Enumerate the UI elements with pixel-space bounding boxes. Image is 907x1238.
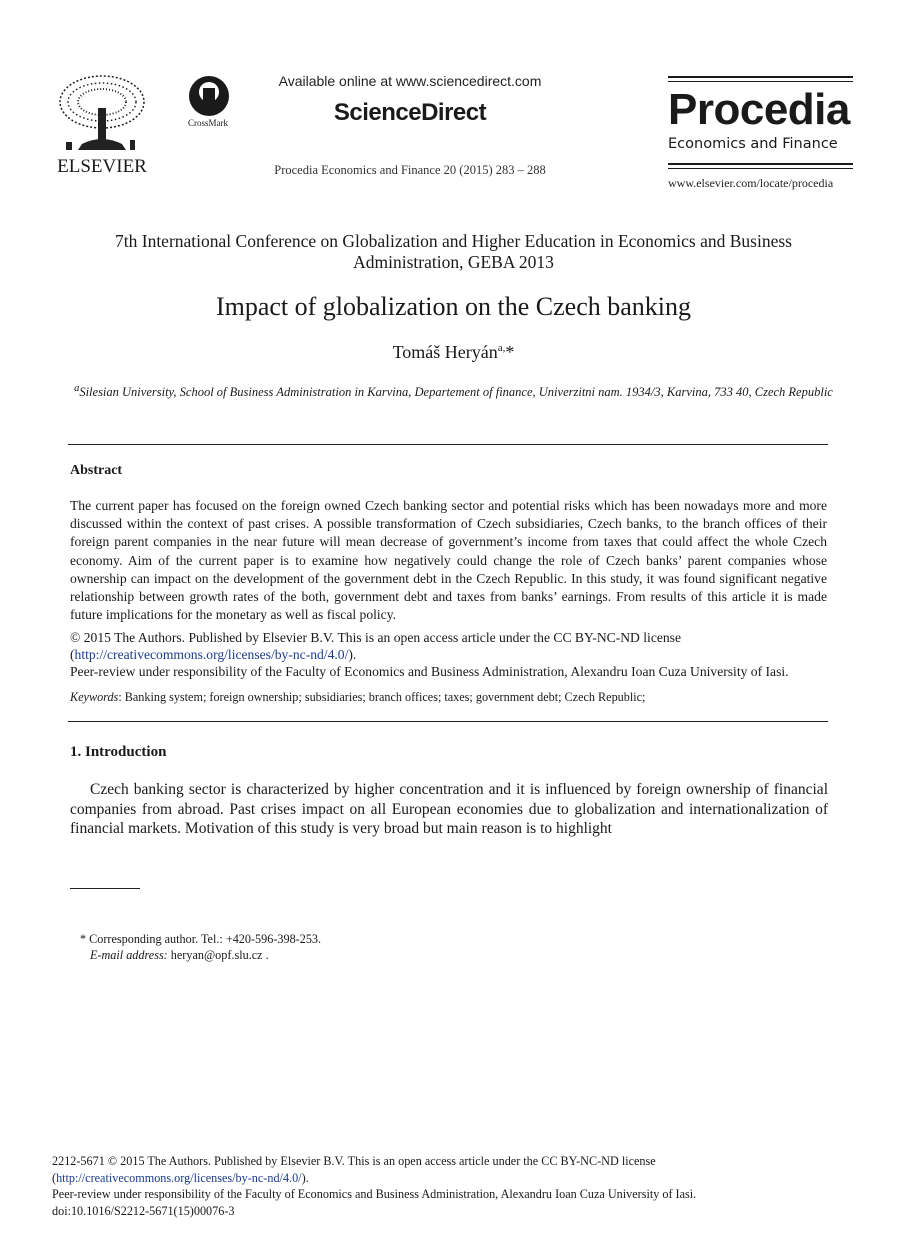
divider	[68, 721, 828, 722]
keywords-label: Keywords	[70, 690, 119, 704]
corresponding-author: * Corresponding author. Tel.: +420-596-398-253.	[80, 932, 322, 946]
email-label: E-mail address:	[90, 948, 168, 962]
sciencedirect-logo: ScienceDirect	[333, 99, 487, 126]
section-heading: 1. Introduction	[70, 744, 167, 760]
procedia-rule	[668, 168, 853, 169]
paper-title: Impact of globalization on the Czech banking	[215, 292, 692, 321]
available-online: Available online at www.sciencedirect.com	[278, 73, 542, 89]
affiliation-mark: a	[74, 383, 80, 394]
abstract-text: The current paper has focused on the foreign owned Czech banking sector and potential risks which has been nowadays more and more discussed within the context of past crises. A possible transformation of Czech subsidiaries, Czech banks, to the branch offices of their foreign parent companies in the near future will mean decrease of government’s income from taxes that could affect the whole Czech economy. Aim of the current paper is to examine how negatively could change the role of Czech banks’ parent companies whose ownership can impact on the development of the government debt in the Czech Republic. In this study, it was found significant negative relationship between growth rates of the both, government debt and taxes from banks’ earnings. From results of this article it is made future implications for the monetary as well as fiscal policy.	[70, 498, 827, 623]
author	[60, 342, 847, 363]
license-line: (http://creativecommons.org/licenses/by-nc-nd/4.0/).	[70, 647, 357, 662]
copyright-line: © 2015 The Authors. Published by Elsevier B.V. This is an open access article under the CC BY-NC-ND license	[70, 630, 682, 645]
procedia-rule	[668, 76, 853, 78]
copyright-block	[70, 629, 827, 680]
crossmark-label: CrossMark	[188, 118, 228, 128]
keywords	[70, 690, 827, 705]
footer-license-url: (http://creativecommons.org/licenses/by-nc-nd/4.0/).	[52, 1170, 309, 1185]
affiliation-text: Silesian University, School of Business Administration in Karvina, Departement of finance, Univerzitni nam. 1934/3, Karvina, 733 40, Czech Republic	[79, 385, 833, 400]
affiliation	[70, 380, 837, 401]
footer-peer-review: Peer-review under responsibility of the Faculty of Economics and Business Administration, Alexandru Ioan Cuza University of Iasi.	[52, 1187, 697, 1201]
procedia-logo: Procedia	[668, 85, 850, 134]
footnote	[80, 931, 321, 963]
conference-name: 7th International Conference on Globalization and Higher Education in Economics and Business Administration, GEBA 2013	[115, 231, 792, 272]
abstract-heading: Abstract	[70, 463, 123, 478]
author-marks: a,	[497, 342, 506, 354]
elsevier-wordmark: ELSEVIER	[57, 156, 147, 177]
procedia-subtitle: Economics and Finance	[668, 136, 838, 152]
keywords-list: : Banking system; foreign ownership; subsidiaries; branch offices; taxes; government debt; Czech Republic;	[118, 690, 646, 704]
procedia-url[interactable]: www.elsevier.com/locate/procedia	[668, 176, 834, 190]
footnote-rule	[70, 888, 140, 889]
footer-license: 2212-5671 © 2015 The Authors. Published by Elsevier B.V. This is an open access article under the CC BY-NC-ND license	[52, 1154, 656, 1168]
elsevier-logo	[52, 72, 152, 178]
peer-review-line: Peer-review under responsibility of the Faculty of Economics and Business Administration, Alexandru Ioan Cuza University of Iasi.	[70, 664, 789, 679]
journal-reference: Procedia Economics and Finance 20 (2015) 283 – 288	[274, 163, 546, 177]
email-line	[80, 947, 321, 963]
footer-license-link[interactable]: http://creativecommons.org/licenses/by-nc-nd/4.0/	[56, 1170, 302, 1185]
author-star: *	[505, 342, 515, 362]
doi[interactable]: doi:10.1016/S2212-5671(15)00076-3	[52, 1203, 235, 1218]
email-address[interactable]: heryan@opf.slu.cz .	[167, 948, 269, 962]
intro-paragraph: Czech banking sector is characterized by higher concentration and it is influenced by foreign ownership of financial companies from abroad. Past crises impact on all European economies due to globalization and internationalization of financial markets. Motivation of this study is very broad but main reason is to highlight	[70, 781, 828, 838]
divider	[68, 444, 828, 445]
procedia-rule	[668, 163, 853, 165]
page-footer	[52, 1153, 852, 1219]
procedia-rule	[668, 81, 853, 82]
license-link[interactable]: http://creativecommons.org/licenses/by-nc-nd/4.0/	[74, 647, 349, 662]
author-name: Tomáš Heryán	[392, 342, 498, 362]
